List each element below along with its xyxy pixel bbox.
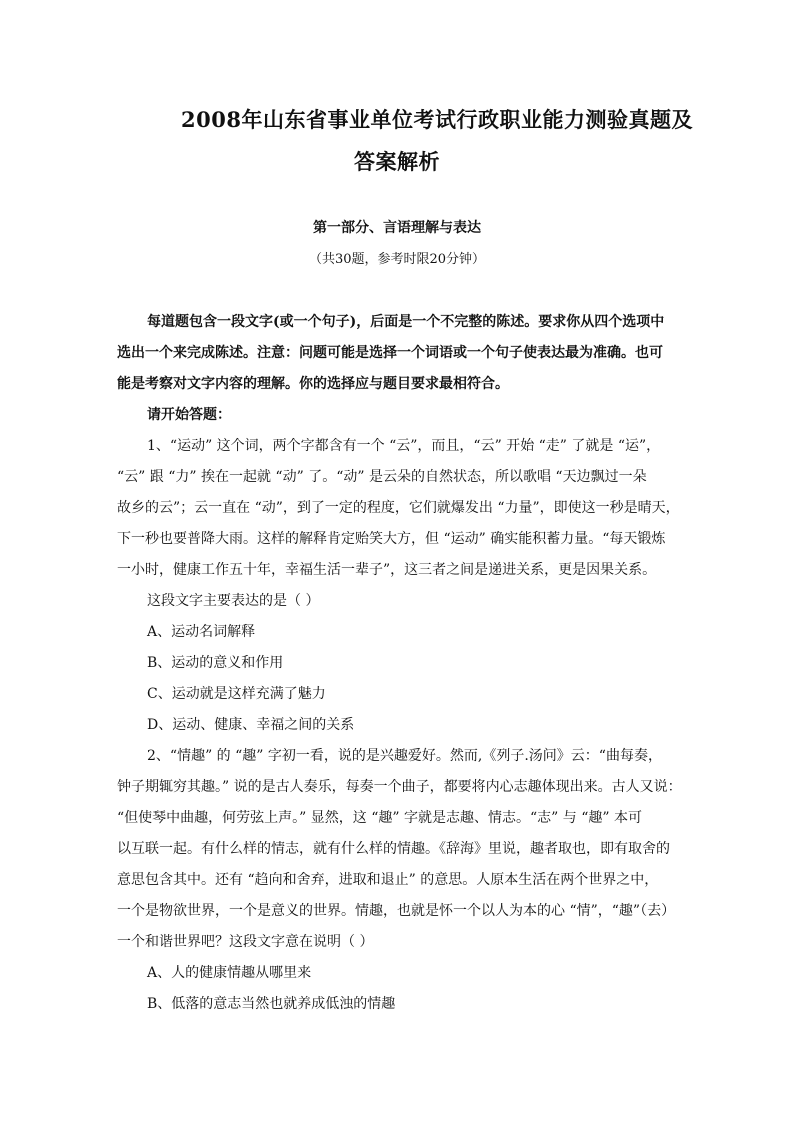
section-title: 第一部分、言语理解与表达 xyxy=(313,220,481,236)
document-title-line-2: 答案解析 xyxy=(354,149,440,174)
instructions-paragraph xyxy=(117,307,677,400)
question-1-text-line: 一小时，健康工作五十年，幸福生活一辈子”，这三者之间是递进关系，更是因果关系。 xyxy=(117,562,657,578)
instructions-line: 选出一个来完成陈述。注意：问题可能是选择一个词语或一个句子使表达最为准确。也可 xyxy=(117,345,663,361)
question-2-option-b: B、低落的意志当然也就养成低浊的情趣 xyxy=(147,996,396,1012)
question-1-option-a: A、运动名词解释 xyxy=(147,624,256,640)
question-2-text-line: 以互联一起。有什么样的情志，就有什么样的情趣。《辞海》里说，趣者取也，即有取舍的 xyxy=(117,841,670,857)
question-1 xyxy=(117,431,680,741)
question-2 xyxy=(117,741,682,1020)
document-body xyxy=(117,307,682,1020)
document-title-line-1: 2008年山东省事业单位考试行政职业能力测验真题及 xyxy=(181,107,693,132)
question-1-option-d: D、运动、健康、幸福之间的关系 xyxy=(147,717,355,733)
question-2-text-line: 一个和谐世界吧？这段文字意在说明（ ） xyxy=(117,934,374,950)
section-note: （共30题，参考时限20分钟） xyxy=(308,252,486,267)
question-2-text-line: 钟子期辄穷其趣。” 说的是古人奏乐，每奏一个曲子，都要将内心志趣体现出来。古人又说： xyxy=(117,779,682,795)
question-2-text-line: 2、“情趣” 的 “趣” 字初一看，说的是兴趣爱好。然而,《列子.汤问》云：“曲每奏， xyxy=(147,748,662,764)
question-1-text-line: “云” 跟 “力” 挨在一起就 “动” 了。“动” 是云朵的自然状态，所以歌唱 “天边飘过一朵 xyxy=(117,469,647,485)
instructions-line: 能是考察对文字内容的理解。你的选择应与题目要求最相符合。 xyxy=(117,376,509,392)
question-2-text-line: 一个是物欲世界，一个是意义的世界。情趣，也就是怀一个以人为本的心 “情”，“趣”（去） xyxy=(117,903,676,919)
question-1-option-b: B、运动的意义和作用 xyxy=(147,655,284,671)
question-1-text-line: 故乡的云”；云一直在 “动”，到了一定的程度，它们就爆发出 “力量”，即使这一秒是晴天， xyxy=(117,500,680,516)
question-1-prompt: 这段文字主要表达的是（ ） xyxy=(147,593,320,609)
question-1-option-c: C、运动就是这样充满了魅力 xyxy=(147,686,326,702)
instructions-line: 每道题包含一段文字(或一个句子)，后面是一个不完整的陈述。要求你从四个选项中 xyxy=(147,314,665,330)
question-2-text-line: “但使琴中曲趣，何劳弦上声。” 显然，这 “趣” 字就是志趣、情志。“志” 与 “趣” 本可 xyxy=(117,810,642,826)
question-2-option-a: A、人的健康情趣从哪里来 xyxy=(147,965,312,981)
start-label: 请开始答题： xyxy=(147,407,231,423)
question-1-text-line: 下一秒也要普降大雨。这样的解释肯定贻笑大方，但 “运动” 确实能积蓄力量。“每天锻炼 xyxy=(117,531,666,547)
question-1-text-line: 1、“运动” 这个词，两个字都含有一个 “云”，而且，“云” 开始 “走” 了就是 “运”， xyxy=(147,438,661,454)
question-2-text-line: 意思包含其中。还有 “趋向和舍弃，进取和退止” 的意思。人原本生活在两个世界之中， xyxy=(117,872,659,888)
